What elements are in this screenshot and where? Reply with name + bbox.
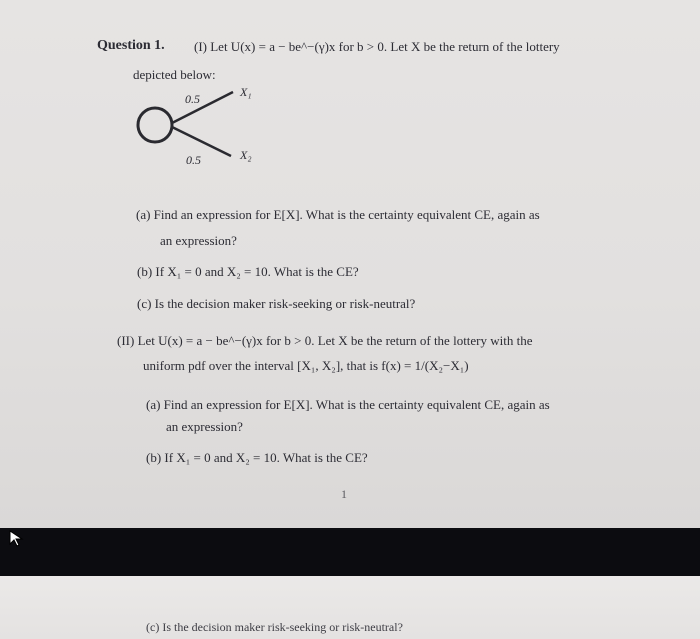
part2-a-line2: an expression?: [166, 419, 243, 434]
outcome-bottom-label: X₂: [240, 148, 252, 162]
page-number: 1: [341, 487, 347, 501]
chance-node-circle: [138, 108, 172, 142]
part1-a-line1: (a) Find an expression for E[X]. What is the certainty equivalent CE, again as: [136, 207, 540, 222]
lottery-diagram: [128, 80, 288, 180]
branch-bottom-line: [172, 127, 231, 156]
part1-intro-line2: depicted below:: [133, 67, 216, 82]
part2-a-line1: (a) Find an expression for E[X]. What is the certainty equivalent CE, again as: [146, 397, 550, 412]
question-label: Question 1.: [97, 38, 165, 53]
prob-bottom-label: 0.5: [186, 153, 201, 167]
part1-c: (c) Is the decision maker risk-seeking or risk-neutral?: [137, 296, 416, 311]
part2-intro-line2: uniform pdf over the interval [X₁, X₂], that is f(x) = 1/(X₂−X₁): [143, 358, 469, 373]
mouse-cursor-icon: [8, 529, 26, 547]
prob-top-label: 0.5: [185, 92, 200, 106]
part2-b: (b) If X₁ = 0 and X₂ = 10. What is the CE?: [146, 450, 368, 465]
part1-b: (b) If X₁ = 0 and X₂ = 10. What is the CE?: [137, 264, 359, 279]
lottery-tree-svg: [128, 80, 288, 180]
part1-intro-line1: (I) Let U(x) = a − be^−(γ)x for b > 0. Let X be the return of the lottery: [194, 39, 560, 54]
screen-dark-band: [0, 528, 700, 576]
branch-top-line: [172, 92, 233, 123]
part1-a-line2: an expression?: [160, 233, 237, 248]
part2-c: (c) Is the decision maker risk-seeking or risk-neutral?: [146, 620, 403, 634]
part2-intro-line1: (II) Let U(x) = a − be^−(γ)x for b > 0. Let X be the return of the lottery with the: [117, 333, 533, 348]
outcome-top-label: X₁: [240, 85, 252, 99]
